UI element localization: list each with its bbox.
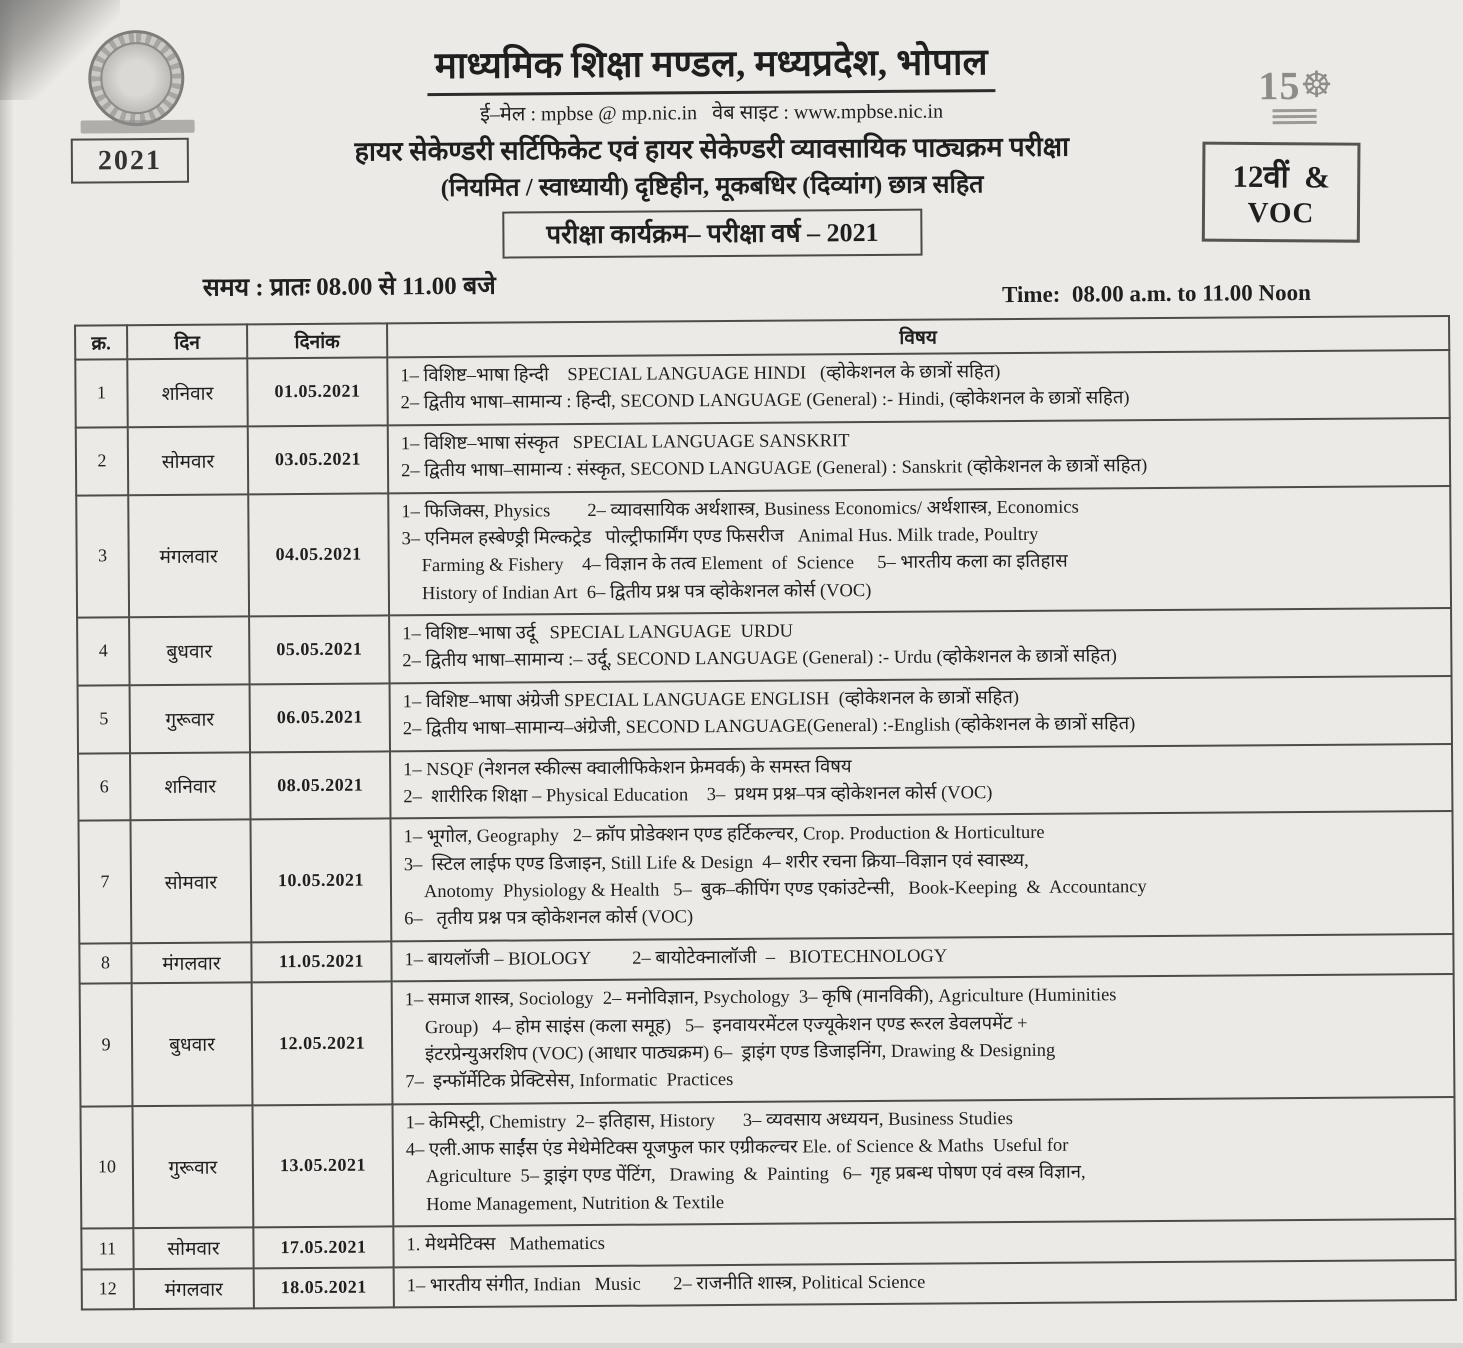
subject-line: 1– केमिस्ट्री, Chemistry 2– इतिहास, History 3– व्यवसाय अध्ययन, Business Studies: [405, 1108, 1013, 1133]
col-header-date: दिनांक: [247, 323, 387, 358]
subjects-cell: [390, 743, 1452, 818]
date-cell: 12.05.2021: [252, 982, 393, 1105]
date-cell: 08.05.2021: [250, 751, 390, 820]
subject-line: 1– विशिष्ट–भाषा अंग्रेजी SPECIAL LANGUAGE ENGLISH (व्होकेशनल के छात्रों सहित): [402, 687, 1020, 713]
day-cell: मंगलवार: [128, 494, 249, 617]
table-row: [80, 1097, 1455, 1229]
header-block: [96, 32, 1331, 262]
class-badge-line2: VOC: [1247, 196, 1315, 229]
subjects-cell: [392, 974, 1455, 1104]
day-cell: मंगलवार: [134, 1268, 254, 1309]
subject-line: 1– भारतीय संगीत, Indian Music 2– राजनीति शास्त्र, Political Science: [406, 1272, 926, 1296]
subject-line: History of Indian Art 6– द्वितीय प्रश्न पत्र व्होकेशनल कोर्स (VOC): [421, 580, 872, 604]
table-row: [75, 350, 1449, 427]
exam-timetable: [74, 315, 1457, 1310]
day-cell: शनिवार: [127, 358, 247, 427]
subject-line: Farming & Fishery 4– विज्ञान के तत्व Element of Science 5– भारतीय कला का इतिहास: [421, 551, 1068, 577]
subject-line: 1– विशिष्ट–भाषा हिन्दी SPECIAL LANGUAGE HINDI (व्होकेशनल के छात्रों सहित): [400, 362, 1001, 387]
subjects-cell: [390, 811, 1453, 941]
class-voc-badge: [1202, 142, 1361, 243]
col-header-subject: विषय: [387, 316, 1449, 357]
table-row: [78, 743, 1452, 820]
exam-table-tbody: [75, 350, 1456, 1309]
exam-subtitle-line2: (नियमित / स्वाध्यायी) दृष्टिहीन, मूकबधिर (दिव्यांग) छात्र सहित: [440, 171, 984, 203]
contact-line: ई–मेल : mpbse @ mp.nic.in वेब साइट : www.mpbse.nic.in: [479, 100, 944, 126]
subjects-cell: [394, 1259, 1456, 1307]
subject-line: 7– इन्फॉर्मेटिक प्रेक्टिसेस, Informatic Practices: [405, 1070, 734, 1093]
charkha-wheel-icon: ☸: [1300, 64, 1333, 106]
exam-subtitle-line1: हायर सेकेण्डरी सर्टिफिकेट एवं हायर सेकेण्डरी व्यावसायिक पाठ्यक्रम परीक्षा: [354, 131, 1070, 167]
table-row: [78, 811, 1453, 943]
page-title: माध्यमिक शिक्षा मण्डल, मध्यप्रदेश, भोपाल: [427, 34, 996, 96]
serial-cell: 2: [76, 427, 128, 495]
subject-line: 3– एनिमल हस्बेण्ड्री मिल्कट्रेड पोल्ट्रीफार्मिंग एण्ड फिसरीज Animal Hus. Milk trade, Poultry: [401, 524, 1039, 550]
subject-line: 2– द्वितीय भाषा–सामान्य–अंग्रेजी, SECOND LANGUAGE(General) :-English (व्होकेशनल के छात्रों सहित): [402, 714, 1136, 740]
date-cell: 17.05.2021: [253, 1227, 393, 1268]
date-cell: 18.05.2021: [254, 1267, 394, 1308]
day-cell: सोमवार: [130, 820, 251, 943]
serial-cell: 3: [76, 495, 129, 618]
subject-line: 1– समाज शास्त्र, Sociology 2– मनोविज्ञान, Psychology 3– कृषि (मानविकी), Agriculture (Huminities: [404, 985, 1117, 1011]
subject-line: 1– विशिष्ट–भाषा उर्दू SPECIAL LANGUAGE URDU: [402, 621, 794, 645]
serial-cell: 5: [78, 685, 130, 753]
date-cell: 10.05.2021: [250, 819, 391, 942]
date-cell: 11.05.2021: [251, 941, 391, 982]
subject-line: Home Management, Nutrition & Textile: [426, 1192, 725, 1215]
day-cell: गुरूवार: [130, 684, 250, 753]
table-row: [80, 974, 1455, 1106]
subjects-cell: [388, 485, 1451, 615]
serial-cell: 7: [78, 820, 131, 943]
day-cell: शनिवार: [130, 752, 250, 821]
subject-line: 1– विशिष्ट–भाषा संस्कृत SPECIAL LANGUAGE SANSKRIT: [400, 430, 850, 455]
day-cell: गुरूवार: [132, 1105, 253, 1228]
serial-cell: 1: [75, 359, 127, 427]
subject-line: Anotomy Physiology & Health 5– बुक–कीपिंग एण्ड एकांउटेन्सी, Book-Keeping & Accountancy: [423, 877, 1147, 903]
gandhi-logo-caption-lines: [1259, 109, 1369, 125]
day-cell: बुधवार: [129, 616, 249, 685]
date-cell: 04.05.2021: [248, 493, 389, 616]
date-cell: 03.05.2021: [248, 425, 388, 494]
subject-line: 1– बायलॉजी – BIOLOGY 2– बायोटेक्नालॉजी – BIOTECHNOLOGY: [404, 946, 948, 971]
table-row: [82, 1259, 1456, 1309]
gandhi-150-number: 15: [1258, 63, 1301, 109]
subject-line: 2– द्वितीय भाषा–सामान्य :– उर्दू, SECOND LANGUAGE (General) :- Urdu (व्होकेशनल के छात्रों सहित): [402, 646, 1117, 672]
day-cell: सोमवार: [133, 1227, 253, 1268]
table-row: [77, 608, 1451, 685]
year-badge: 2021: [71, 138, 189, 184]
table-row: [76, 418, 1450, 495]
subject-line: 1. मेथमेटिक्स Mathematics: [406, 1234, 606, 1256]
date-cell: 01.05.2021: [247, 357, 387, 426]
serial-cell: 4: [77, 617, 129, 685]
serial-cell: 6: [78, 753, 130, 821]
subjects-cell: [390, 676, 1452, 751]
serial-cell: 11: [81, 1228, 133, 1269]
exam-time-hindi: समय : प्रातः 08.00 से 11.00 बजे: [202, 272, 496, 302]
subjects-cell: [389, 608, 1451, 683]
subject-line: 2– द्वितीय भाषा–सामान्य : हिन्दी, SECOND LANGUAGE (General) :- Hindi, (व्होकेशनल के छात्रों सहित): [400, 388, 1130, 414]
subject-line: 1– NSQF (नेशनल स्कील्स क्वालीफिकेशन फ्रेमवर्क) के समस्त विषय: [403, 756, 852, 780]
subject-line: 2– शारीरिक शिक्षा – Physical Education 3– प्रथम प्रश्न–पत्र व्होकेशनल कोर्स (VOC): [403, 783, 993, 808]
serial-cell: 8: [79, 943, 131, 984]
subject-line: 3– स्टिल लाईफ एण्ड डिजाइन, Still Life & Design 4– शरीर रचना क्रिया–विज्ञान एवं स्वास्थ्य,: [403, 850, 1029, 875]
subject-line: Group) 4– होम साइंस (कला समूह) 5– इनवायरमेंटल एज्यूकेशन एण्ड रूरल डेवलपमेंट +: [424, 1013, 1028, 1038]
program-title-box: परीक्षा कार्यक्रम– परीक्षा वर्ष – 2021: [502, 209, 923, 259]
subject-line: 1– फिजिक्स, Physics 2– व्यावसायिक अर्थशास्त्र, Business Economics/ अर्थशास्त्र, Economics: [401, 497, 1079, 522]
subject-line: इंटरप्रेन्युअरशिप (VOC) (आधार पाठ्यक्रम) 6– ड्राइंग एण्ड डिजाइनिंग, Drawing & Designing: [425, 1040, 1056, 1066]
subject-line: 6– तृतीय प्रश्न पत्र व्होकेशनल कोर्स (VOC): [404, 907, 694, 930]
day-cell: बुधवार: [132, 982, 253, 1105]
table-row: [76, 485, 1451, 617]
serial-cell: 12: [82, 1269, 134, 1310]
serial-cell: 9: [80, 983, 133, 1106]
table-row: [78, 676, 1452, 753]
date-cell: 06.05.2021: [250, 683, 390, 752]
subject-line: 1– भूगोल, Geography 2– क्रॉप प्रोडेक्शन एण्ड हर्टिकल्चर, Crop. Production & Horticulture: [403, 823, 1045, 848]
gandhi-150-logo: [1258, 64, 1368, 125]
day-cell: सोमवार: [128, 426, 248, 495]
serial-cell: 10: [80, 1106, 133, 1229]
subjects-cell: [387, 350, 1449, 425]
subjects-cell: [388, 418, 1450, 493]
subject-line: 4– एली.आफ साईंस एंड मेथेमेटिक्स यूजफुल फार एग्रीकल्चर Ele. of Science & Maths Useful for: [405, 1135, 1069, 1161]
day-cell: मंगलवार: [131, 942, 251, 983]
date-cell: 05.05.2021: [249, 615, 389, 684]
exam-time-english: Time: 08.00 a.m. to 11.00 Noon: [1001, 279, 1311, 308]
col-header-serial: क्र.: [75, 325, 127, 359]
subjects-cell: [392, 1097, 1455, 1227]
class-badge-line1: 12वीं &: [1232, 158, 1331, 194]
subject-line: 2– द्वितीय भाषा–सामान्य : संस्कृत, SECOND LANGUAGE (General) : Sanskrit (व्होकेशनल के छात्रों सहित): [400, 456, 1148, 482]
date-cell: 13.05.2021: [252, 1104, 393, 1227]
subject-line: Agriculture 5– ड्राइंग एण्ड पेंटिंग, Drawing & Painting 6– गृह प्रबन्ध पोषण एवं वस्त्र विज्ञान,: [425, 1162, 1086, 1188]
col-header-day: दिन: [127, 324, 247, 359]
